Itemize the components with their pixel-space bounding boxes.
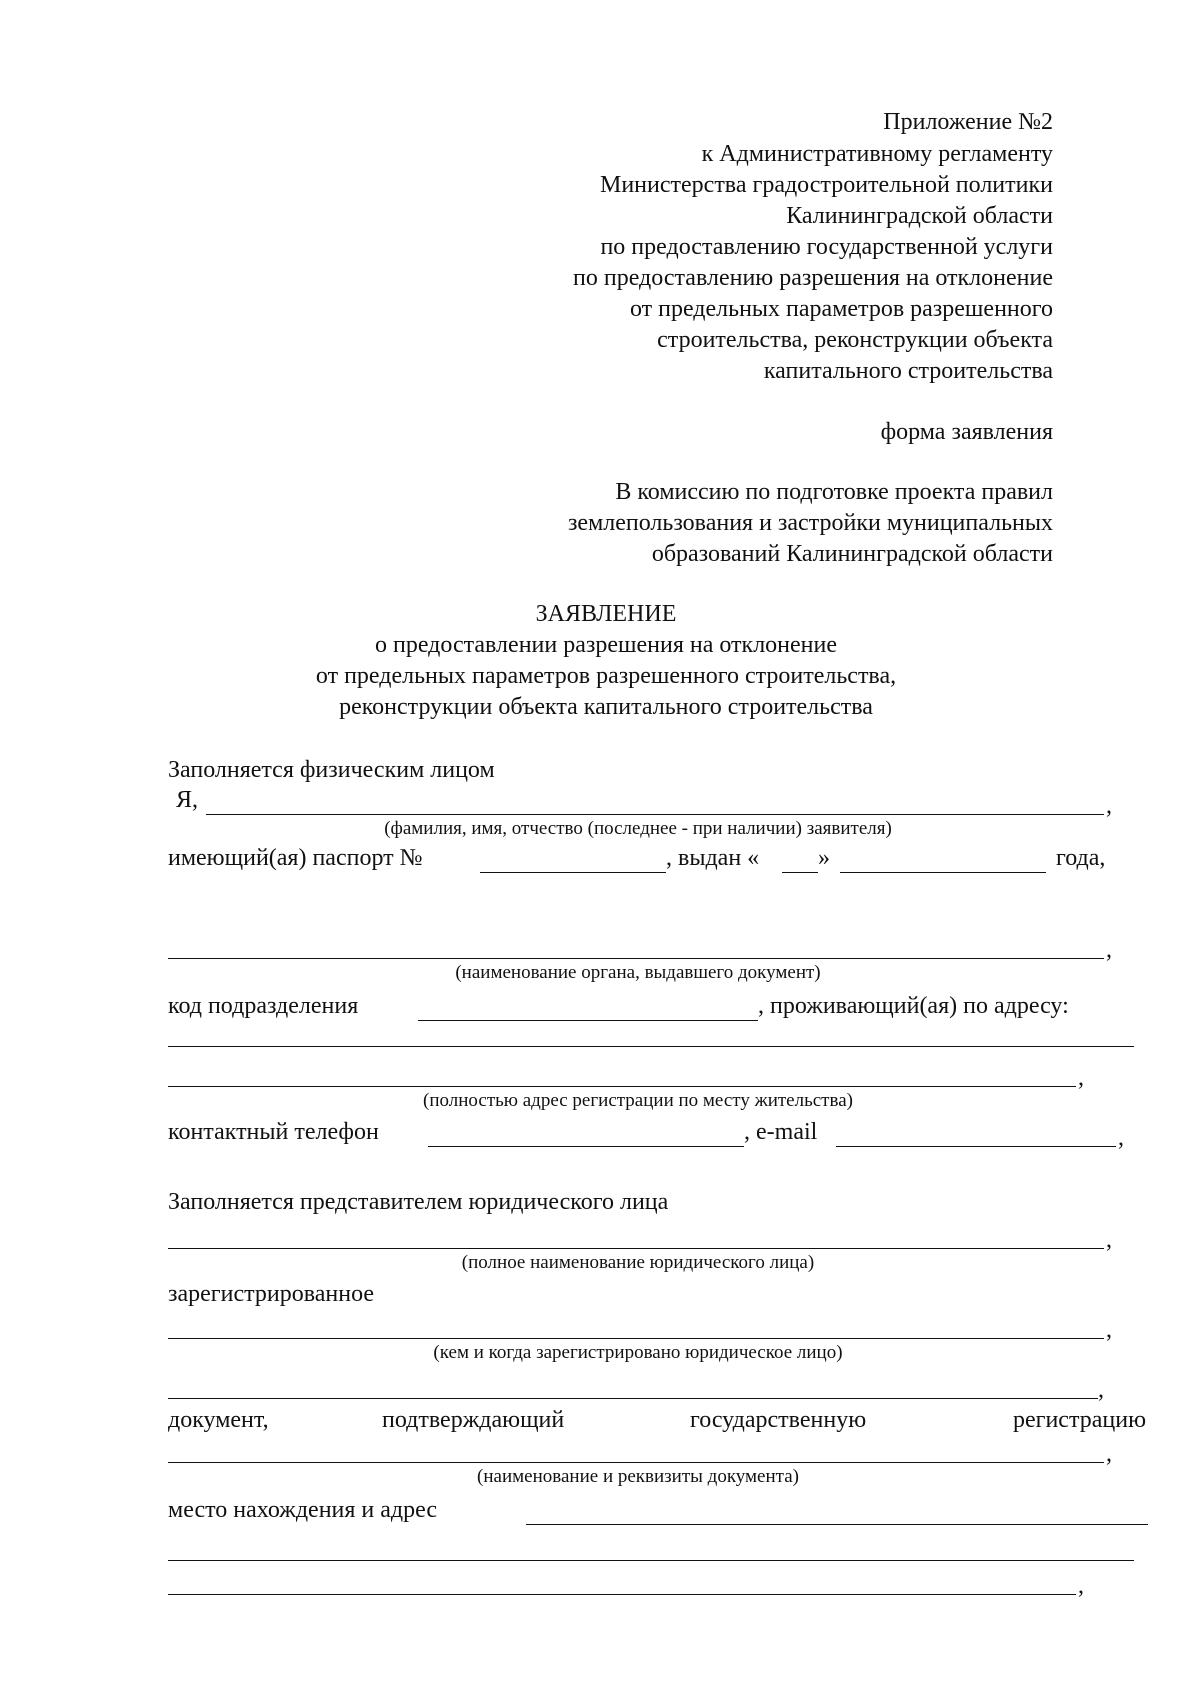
comma: , [1098, 1377, 1104, 1403]
addressee-line: В комиссию по подготовке проекта правил [615, 479, 1053, 505]
doc-word: документ, [168, 1407, 269, 1433]
comma: , [1106, 1441, 1112, 1467]
subdivision-code-input[interactable] [418, 994, 766, 1020]
doc-word: регистрацию [1012, 1407, 1146, 1433]
location-line-2 [168, 1560, 1134, 1561]
registered-extra-input[interactable] [168, 1372, 1106, 1398]
issuer-line [168, 958, 1104, 959]
phone-line [428, 1146, 744, 1147]
email-line [836, 1146, 1116, 1147]
individual-heading: Заполняется физическим лицом [168, 757, 495, 783]
fio-input[interactable] [206, 786, 1112, 812]
ya-label: Я, [176, 787, 199, 813]
location-line-1 [526, 1524, 1148, 1525]
comma: , [1078, 1573, 1084, 1599]
subdivision-label: код подразделения [168, 993, 359, 1019]
title-sub: реконструкции объекта капитального строительства [339, 694, 873, 720]
legal-name-hint: (полное наименование юридического лица) [461, 1252, 815, 1273]
fio-hint: (фамилия, имя, отчество (последнее - при наличии) заявителя) [384, 818, 892, 839]
registered-hint: (кем и когда зарегистрировано юридическое лицо) [433, 1342, 843, 1363]
doc-word: подтверждающий [382, 1407, 565, 1433]
location-line-1-input[interactable] [526, 1498, 1156, 1524]
address-hint: (полностью адрес регистрации по месту жительства) [423, 1090, 853, 1111]
address-line-1-input[interactable] [168, 1020, 1142, 1046]
location-line-2-input[interactable] [168, 1534, 1142, 1560]
passport-number-input[interactable] [480, 846, 674, 872]
comma: , [1078, 1065, 1084, 1091]
header-line: от предельных параметров разрешенного [629, 296, 1053, 322]
reg-document-hint: (наименование и реквизиты документа) [477, 1466, 799, 1487]
year-label: года, [1056, 845, 1106, 871]
comma: , [1106, 1227, 1112, 1253]
registered-by-line [168, 1338, 1104, 1339]
issue-day-line [782, 872, 818, 873]
header-line: Министерства градостроительной политики [600, 172, 1053, 198]
header-line: по предоставлению государственной услуги [600, 234, 1053, 260]
issuer-input[interactable] [168, 932, 1112, 958]
email-input[interactable] [836, 1120, 1124, 1146]
legal-heading: Заполняется представителем юридического лица [168, 1189, 669, 1215]
phone-input[interactable] [428, 1120, 752, 1146]
doc-word: государственную [690, 1407, 867, 1433]
location-line-3 [168, 1594, 1076, 1595]
comma: , [1118, 1125, 1124, 1151]
header-line: строительства, реконструкции объекта [657, 327, 1053, 353]
residing-label: , проживающий(ая) по адресу: [758, 993, 1069, 1019]
location-line-3-input[interactable] [168, 1568, 1084, 1594]
quote-close: » [818, 845, 830, 871]
reg-document-line [168, 1462, 1104, 1463]
registered-by-input[interactable] [168, 1312, 1112, 1338]
title-main: ЗАЯВЛЕНИЕ [535, 601, 677, 627]
reg-document-input[interactable] [168, 1436, 1112, 1462]
addressee-line: землепользования и застройки муниципальных [567, 510, 1053, 536]
fio-line [206, 814, 1104, 815]
header-line: капитального строительства [763, 358, 1053, 384]
address-line-2 [168, 1086, 1076, 1087]
location-label: место нахождения и адрес [168, 1497, 438, 1523]
email-label: , e-mail [744, 1119, 818, 1145]
address-line-1 [168, 1046, 1134, 1047]
legal-name-line [168, 1248, 1104, 1249]
comma: , [1106, 937, 1112, 963]
passport-number-line [480, 872, 666, 873]
header-line: по предоставлению разрешения на отклонение [573, 265, 1053, 291]
registered-label: зарегистрированное [168, 1281, 375, 1307]
issuer-hint: (наименование органа, выдавшего документ) [455, 962, 821, 983]
address-line-2-input[interactable] [168, 1060, 1084, 1086]
passport-label: имеющий(ая) паспорт № [168, 845, 423, 871]
addressee-line: образований Калининградской области [651, 541, 1053, 567]
header-line: Калининградской области [786, 203, 1053, 229]
legal-name-input[interactable] [168, 1222, 1112, 1248]
registered-extra-line [168, 1398, 1098, 1399]
title-sub: о предоставлении разрешения на отклонение [374, 632, 838, 658]
form-label: форма заявления [880, 419, 1053, 445]
phone-label: контактный телефон [168, 1119, 379, 1145]
issue-date-input[interactable] [840, 846, 1054, 872]
header-line: к Административному регламенту [701, 141, 1053, 167]
comma: , [1106, 793, 1112, 819]
issued-label: , выдан « [666, 845, 760, 871]
header-line: Приложение №2 [883, 109, 1053, 135]
issue-date-line [840, 872, 1046, 873]
title-sub: от предельных параметров разрешенного строительства, [315, 663, 897, 689]
comma: , [1106, 1317, 1112, 1343]
